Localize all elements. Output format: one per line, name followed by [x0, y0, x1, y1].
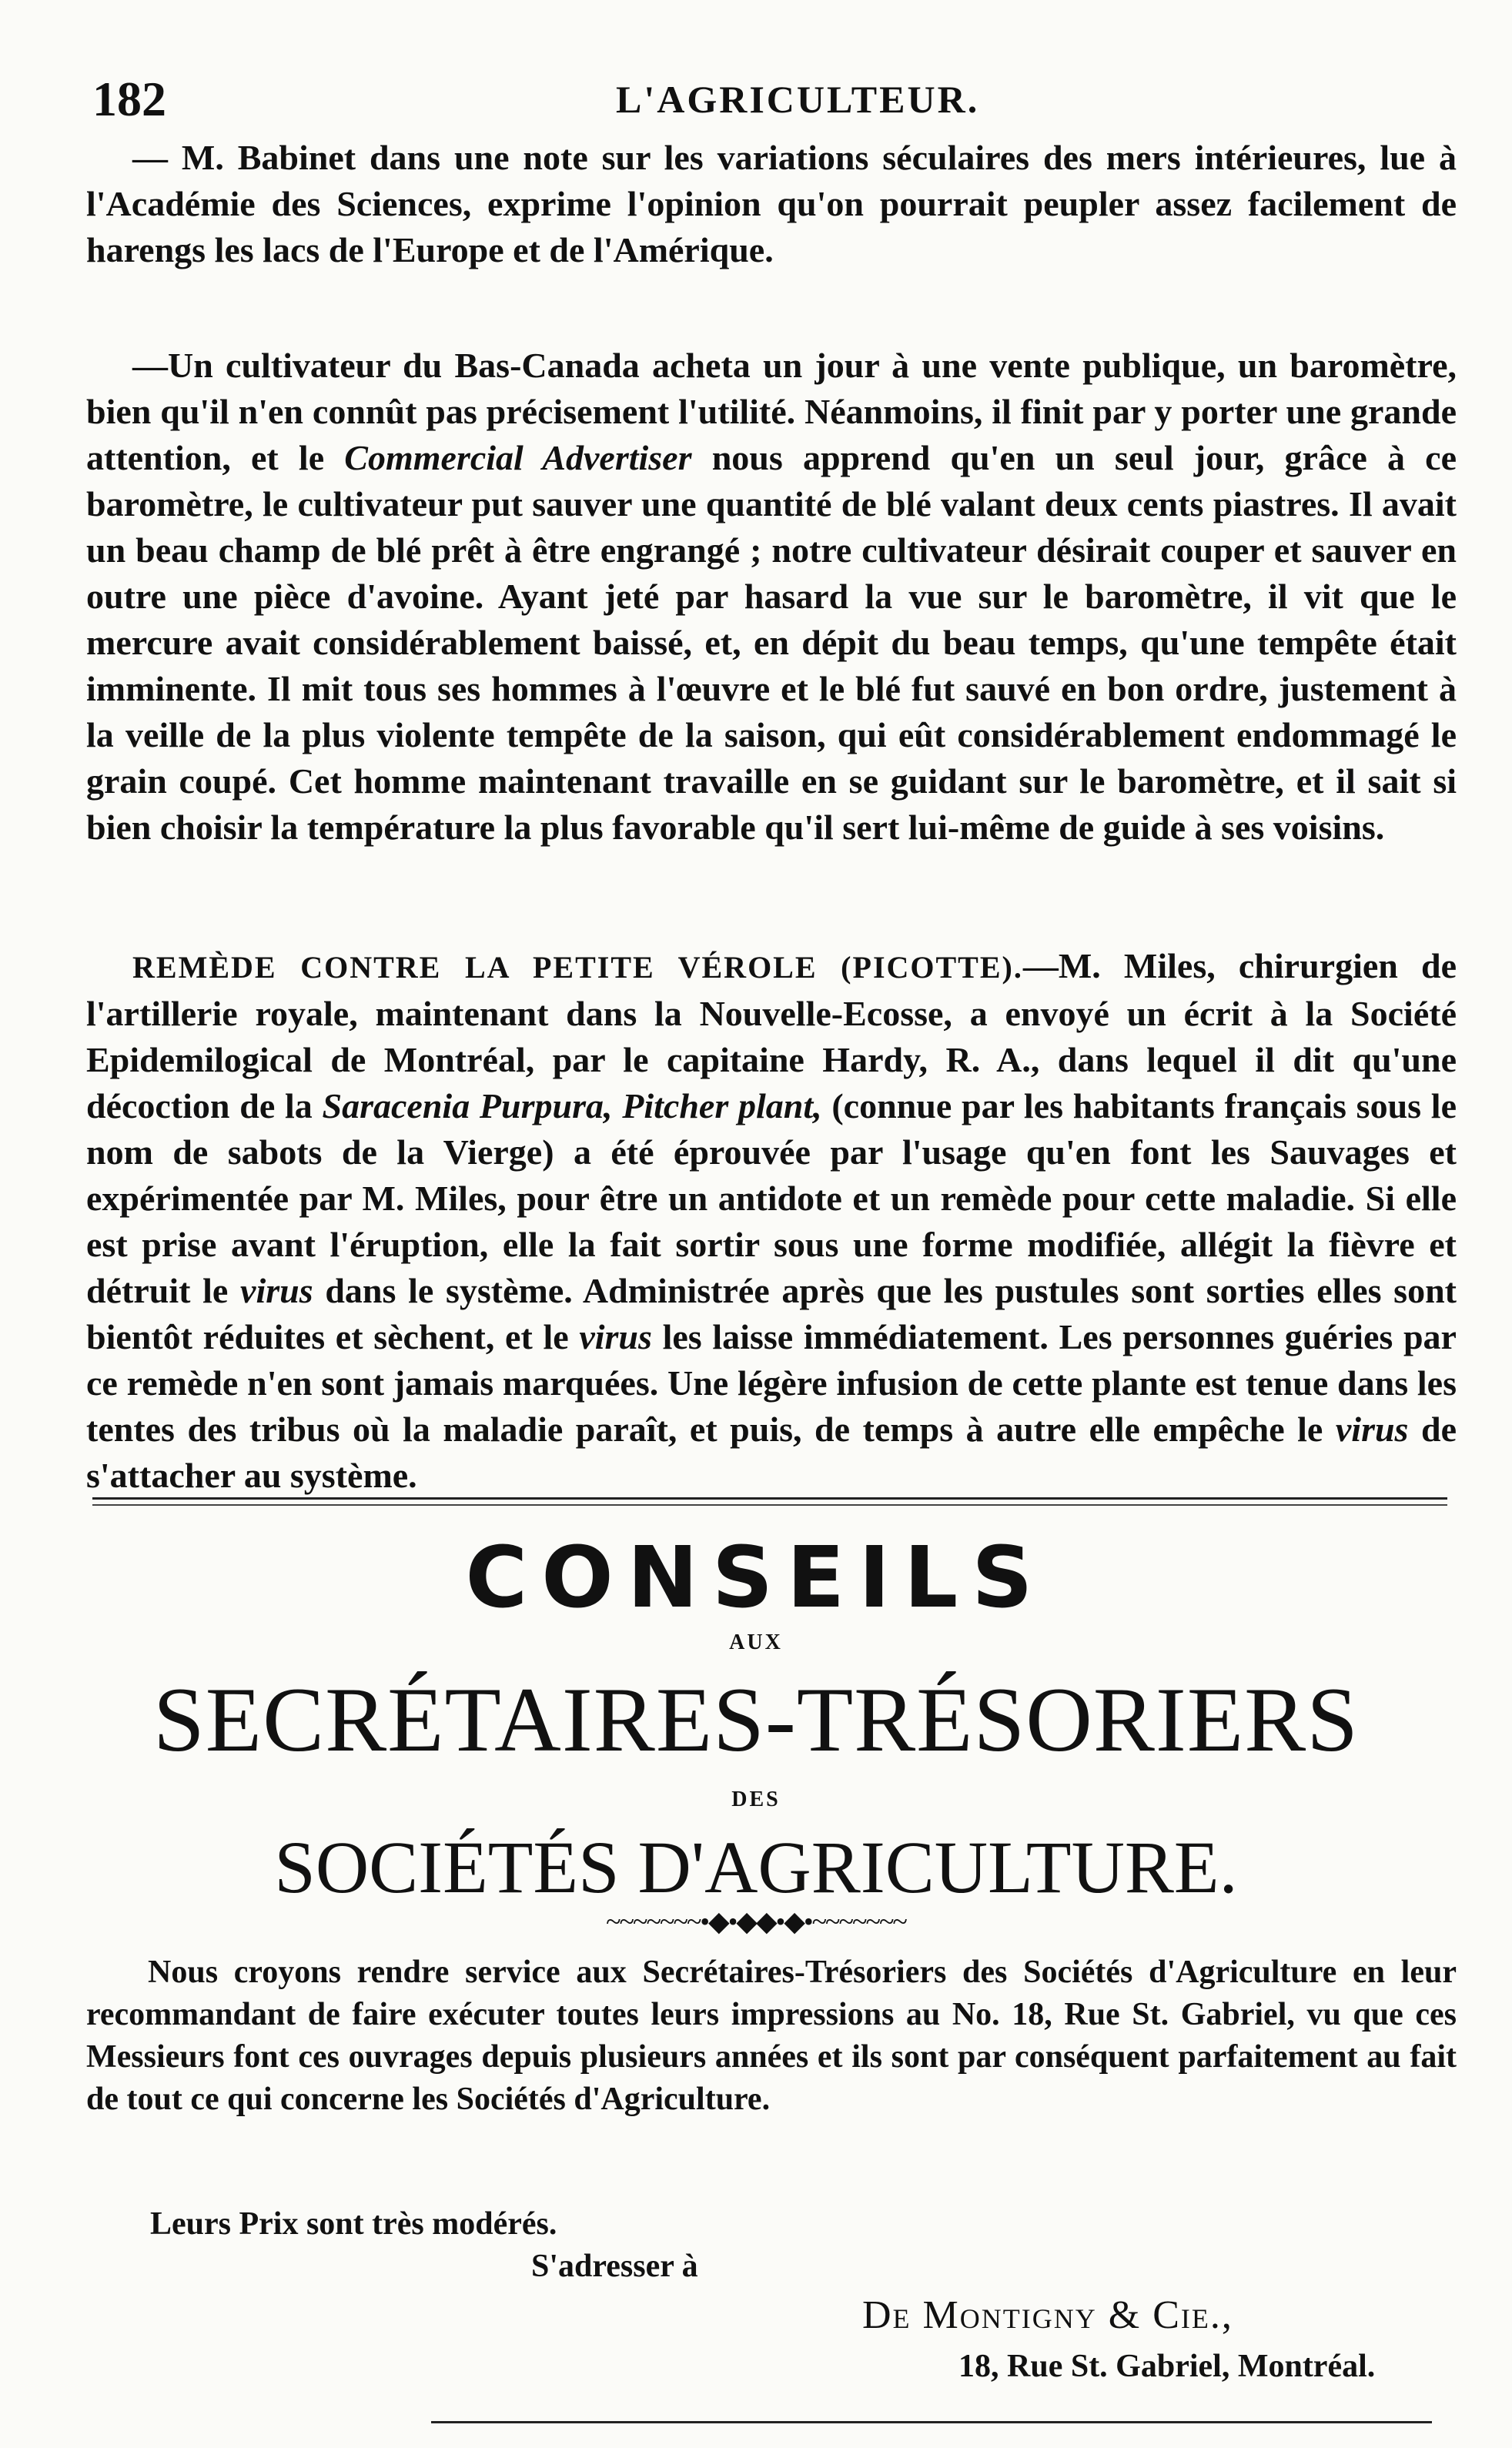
barometre-text-1: —Un cultivateur du Bas-Canada acheta un jour à une vente publique, un baromètre, bien qu'il n'en connût pas précisement l'utilité. Néanmoins, il finit par y porter une grande attention, et le — [86, 346, 1457, 477]
variole-text-4: les laisse immédiatement. Les personnes guéries par ce remède n'en sont jamais marquées. Une légère infusion de cette plante est tenue dans les tentes des tribus où la maladie paraît, et puis, de temps à autre elle empêche le — [86, 1317, 1457, 1449]
journal-title: L'AGRICULTEUR. — [616, 78, 980, 121]
babinet-paragraph — [86, 135, 1457, 273]
ad-line-2: SOCIÉTÉS D'AGRICULTURE. — [274, 1826, 1238, 1908]
babinet-text: — M. Babinet dans une note sur les variations séculaires des mers intérieures, lue à l'Académie des Sciences, exprime l'opinion qu'on pourrait peupler assez facilement de harengs les lacs de l'Europe et de l'Amérique. — [86, 138, 1457, 269]
bottom-rule — [431, 2421, 1432, 2423]
variole-text-1: —M. Miles, chirurgien de l'artillerie royale, maintenant dans la Nouvelle-Ecosse, a envoyé un écrit à la Société Epidemilogical de Montréal, par le capitaine Hardy, R. A., dans lequel il dit qu'une décoction de la — [86, 946, 1457, 1125]
variole-text-3: dans le système. Administrée après que les pustules sont sorties elles sont bientôt réduites et sèchent, et le — [86, 1271, 1457, 1356]
running-head — [92, 71, 1466, 125]
variole-paragraph — [86, 943, 1457, 1499]
ad-address: 18, Rue St. Gabriel, Montréal. — [958, 2349, 1376, 2384]
plant-name: Saracenia Purpura, Pitcher plant, — [322, 1086, 822, 1125]
variole-text-5: de s'attacher au système. — [86, 1410, 1457, 1495]
ad-aux: AUX — [729, 1630, 783, 1654]
ad-firm: De Montigny & Cie., — [862, 2293, 1233, 2337]
virus-term-1: virus — [240, 1271, 313, 1310]
ad-notice: Nous croyons rendre service aux Secrétaires-Trésoriers des Sociétés d'Agriculture en leur recommandant de faire exécuter toutes leurs impressions au No. 18, Rue St. Gabriel, vu que ces Messieurs font ces ouvrages depuis plusieurs années et ils sont par conséquent parfaitement au fait de tout ce qui concerne les Sociétés d'Agriculture. — [86, 1955, 1457, 2117]
journal-name: Commercial Advertiser — [344, 438, 692, 477]
ad-des: DES — [731, 1788, 781, 1811]
barometre-paragraph — [86, 343, 1457, 851]
virus-term-2: virus — [579, 1317, 652, 1356]
ad-line-1: SECRÉTAIRES-TRÉSORIERS — [153, 1668, 1359, 1771]
ad-contact: S'adresser à — [531, 2249, 698, 2284]
page-number: 182 — [92, 72, 166, 126]
section-divider — [92, 1497, 1447, 1506]
ad-title: CONSEILS — [465, 1528, 1047, 1627]
ornament-rule: ~~~~~~~•◆•◆◆•◆•~~~~~~~ — [606, 1906, 906, 1937]
variole-heading: REMÈDE CONTRE LA PETITE VÉROLE (PICOTTE). — [132, 950, 1023, 985]
barometre-text-2: nous apprend qu'en un seul jour, grâce à ce baromètre, le cultivateur put sauver une quantité de blé valant deux cents piastres. Il avait un beau champ de blé prêt à être engrangé ; notre cultivateur désirait couper et sauver en outre une pièce d'avoine. Ayant jeté par hasard la vue sur le baromètre, il vit que le mercure avait considérablement baissé, et, en dépit du beau temps, qu'une tempête était imminente. Il mit tous ses hommes à l'œuvre et le blé fut sauvé en bon ordre, justement à la veille de la plus violente tempête de la saison, qui eût considérablement endommagé le grain coupé. Cet homme maintenant travaille en se guidant sur le baromètre, et il sait si bien choisir la température la plus favorable qu'il sert lui-même de guide à ses voisins. — [86, 438, 1457, 847]
virus-term-3: virus — [1335, 1410, 1409, 1449]
variole-text-2: (connue par les habitants français sous le nom de sabots de la Vierge) a été éprouvée par l'usage qu'en font les Sauvages et expérimentée par M. Miles, pour être un antidote et un remède pour cette maladie. Si elle est prise avant l'éruption, elle la fait sortir sous une forme modifiée, allégit la fièvre et détruit le — [86, 1086, 1457, 1310]
ad-prices: Leurs Prix sont très modérés. — [150, 2206, 557, 2242]
